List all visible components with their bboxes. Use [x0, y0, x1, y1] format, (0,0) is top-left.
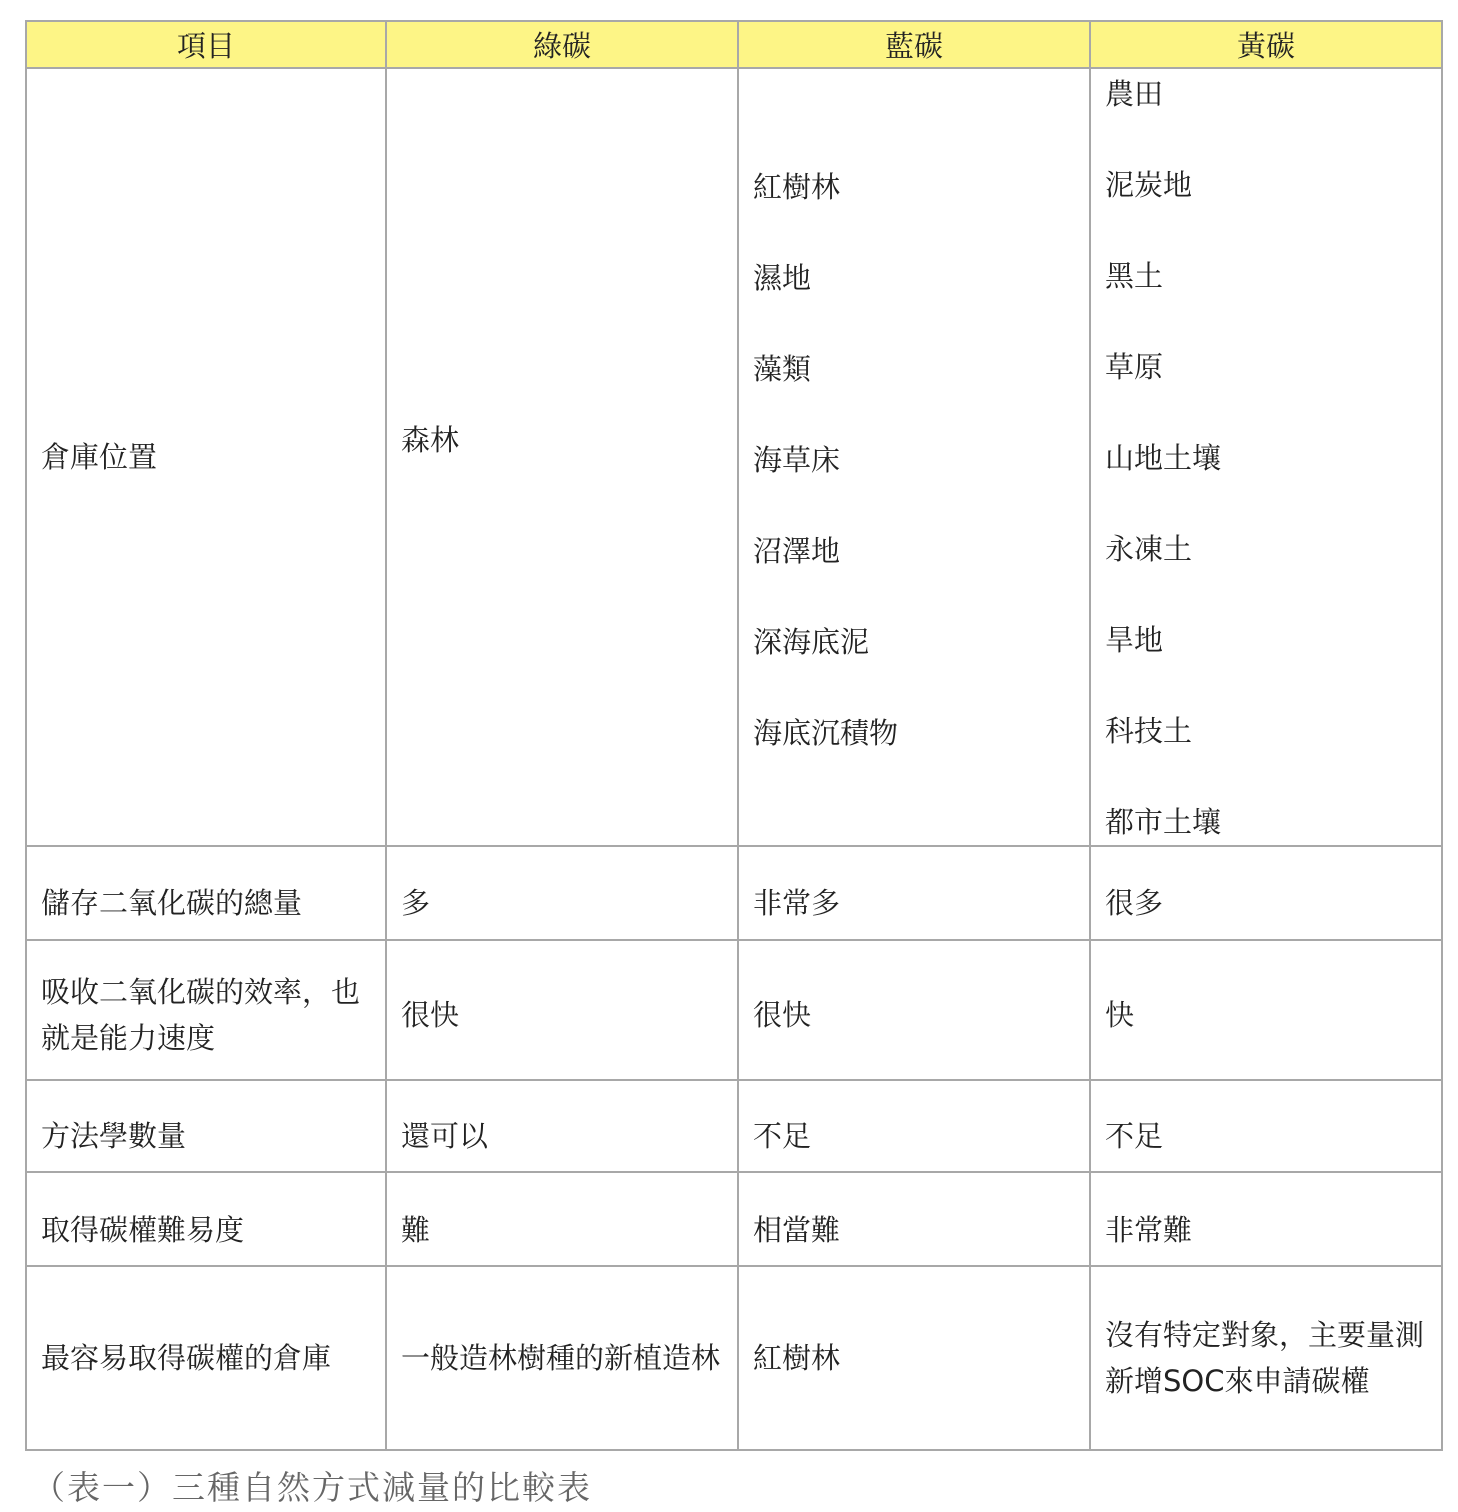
blue-cell: 不足 [738, 1080, 1090, 1172]
list-item: 黑土 [1105, 259, 1164, 293]
list-item: 沼澤地 [753, 533, 841, 568]
list-item: 藻類 [753, 351, 812, 386]
list-item: 紅樹林 [753, 169, 841, 204]
green-cell: 一般造林樹種的新植造林 [386, 1266, 738, 1450]
blue-cell: 紅樹林 [738, 1266, 1090, 1450]
list-item: 旱地 [1105, 623, 1164, 657]
green-cell: 多 [386, 846, 738, 940]
header-green-carbon: 綠碳 [386, 21, 738, 68]
yellow-cell: 很多 [1090, 846, 1442, 940]
table-row-credit-difficulty [26, 1172, 1442, 1266]
yellow-cell: 不足 [1090, 1080, 1442, 1172]
table-row-co2-efficiency [26, 940, 1442, 1080]
row-item-label: 吸收二氧化碳的效率，也就是能力速度 [26, 940, 386, 1080]
green-cell: 森林 [386, 68, 738, 846]
list-item: 泥炭地 [1105, 168, 1193, 202]
table-row-methodology [26, 1080, 1442, 1172]
yellow-cell: 快 [1090, 940, 1442, 1080]
blue-cell: 很快 [738, 940, 1090, 1080]
header-item: 項目 [26, 21, 386, 68]
list-item: 濕地 [753, 260, 812, 295]
header-blue-carbon: 藍碳 [738, 21, 1090, 68]
row-item-label: 儲存二氧化碳的總量 [26, 846, 386, 940]
list-item: 科技土 [1105, 714, 1193, 748]
list-item: 深海底泥 [753, 624, 870, 659]
blue-cell-list [738, 68, 1090, 846]
row-item-label: 最容易取得碳權的倉庫 [26, 1266, 386, 1450]
green-cell: 難 [386, 1172, 738, 1266]
list-item: 都市土壤 [1105, 805, 1222, 839]
row-item-label: 方法學數量 [26, 1080, 386, 1172]
list-item: 永凍土 [1105, 532, 1193, 566]
row-item-label: 倉庫位置 [26, 68, 386, 846]
list-item: 農田 [1105, 77, 1164, 111]
table-row-easiest-credit-pool [26, 1266, 1442, 1450]
comparison-table [25, 20, 1443, 1451]
table-row-storage-location [26, 68, 1442, 846]
list-item: 山地土壤 [1105, 441, 1222, 475]
list-item: 海草床 [753, 442, 841, 477]
row-item-label: 取得碳權難易度 [26, 1172, 386, 1266]
list-item: 草原 [1105, 350, 1164, 384]
yellow-cell: 非常難 [1090, 1172, 1442, 1266]
green-cell: 還可以 [386, 1080, 738, 1172]
table-caption: （表一）三種自然方式減量的比較表 [32, 1468, 592, 1507]
yellow-cell: 沒有特定對象，主要量測新增SOC來申請碳權 [1090, 1266, 1442, 1450]
list-item: 海底沉積物 [753, 715, 899, 750]
blue-cell: 非常多 [738, 846, 1090, 940]
yellow-cell-list [1090, 68, 1442, 846]
blue-cell: 相當難 [738, 1172, 1090, 1266]
header-yellow-carbon: 黃碳 [1090, 21, 1442, 68]
table-row-co2-total [26, 846, 1442, 940]
table-header-row [26, 21, 1442, 68]
green-cell: 很快 [386, 940, 738, 1080]
